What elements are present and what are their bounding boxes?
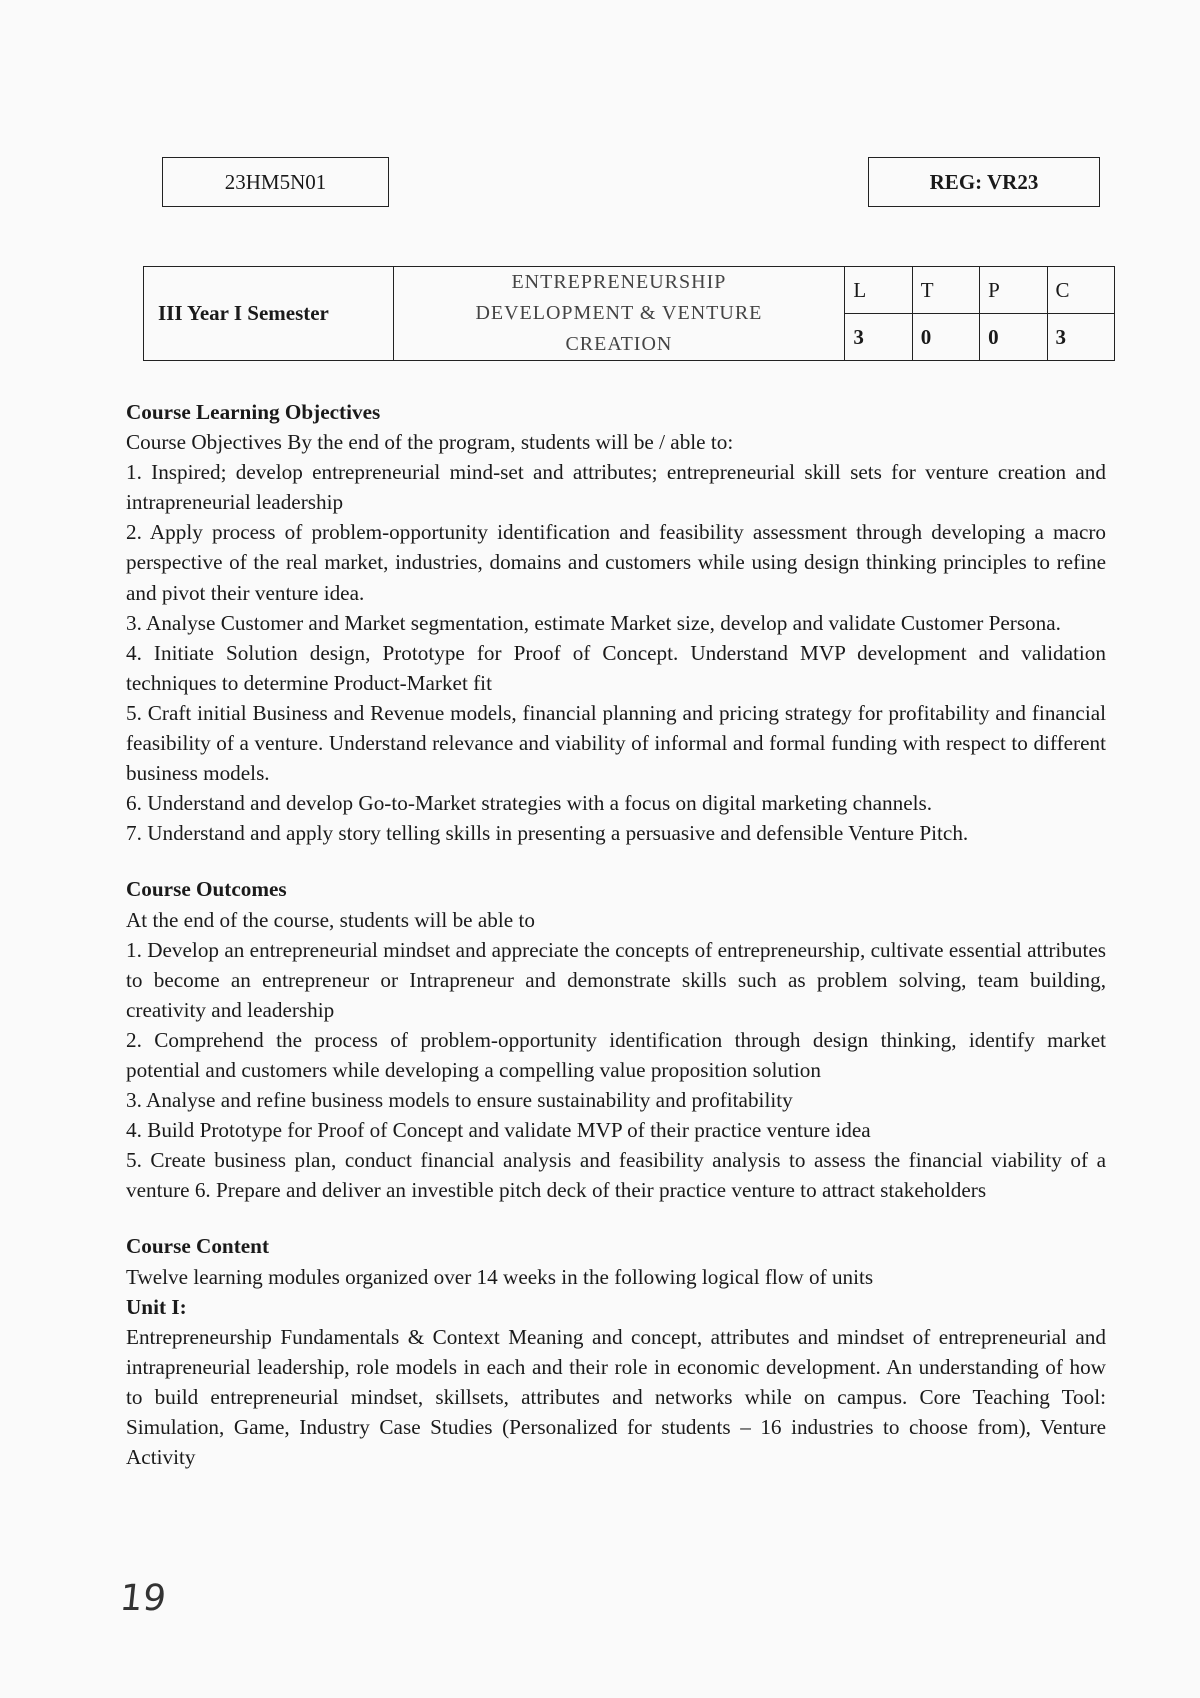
outcomes-intro: At the end of the course, students will be able to (126, 907, 535, 932)
outcomes-heading: Course Outcomes (126, 877, 287, 902)
course-title-line: ENTREPRENEURSHIP (511, 271, 727, 293)
course-title-cell (393, 267, 845, 361)
semester-cell: III Year I Semester (144, 267, 394, 361)
objective-item: 2. Apply process of problem-opportunity identification and feasibility assessment through developing a macro perspective of the real market, industries, domains and customers while using design thinking principles to refine and pivot their venture idea. (126, 520, 1106, 605)
objective-item: 3. Analyse Customer and Market segmentation, estimate Market size, develop and validate Customer Persona. (126, 610, 1061, 635)
content-intro: Twelve learning modules organized over 14 weeks in the following logical flow of units (126, 1264, 874, 1289)
course-title-line: DEVELOPMENT & VENTURE (475, 302, 763, 324)
ltpc-value-t: 0 (912, 314, 979, 361)
outcome-item: 4. Build Prototype for Proof of Concept and validate MVP of their practice venture idea (126, 1118, 871, 1143)
regulation: REG: VR23 (929, 169, 1039, 194)
ltpc-value-p: 0 (980, 314, 1047, 361)
outcome-item: 1. Develop an entrepreneurial mindset and appreciate the concepts of entrepreneurship, cultivate essential attributes to become an entrepreneur or Intrapreneur and demonstrate skills such as problem solving, team building, creativity and leadership (126, 937, 1106, 1022)
ltpc-value-c: 3 (1047, 314, 1114, 361)
course-code: 23HM5N01 (224, 169, 327, 194)
course-header-table (143, 266, 1115, 361)
objective-item: 4. Initiate Solution design, Prototype for Proof of Concept. Understand MVP development and validation techniques to determine Product-Market fit (126, 640, 1106, 695)
objective-item: 1. Inspired; develop entrepreneurial mind-set and attributes; entrepreneurial skill sets for venture creation and intrapreneurial leadership (126, 460, 1106, 515)
outcome-item: 5. Create business plan, conduct financial analysis and feasibility analysis to assess the financial viability of a venture 6. Prepare and deliver an investible pitch deck of their practice venture to attract stakeholders (126, 1148, 1106, 1203)
ltpc-header-l: L (845, 267, 912, 314)
content-heading: Course Content (126, 1234, 270, 1259)
course-title-line: CREATION (565, 333, 673, 355)
ltpc-header-t: T (912, 267, 979, 314)
course-code-box (162, 157, 389, 207)
objective-item: 5. Craft initial Business and Revenue models, financial planning and pricing strategy for profitability and financial feasibility of a venture. Understand relevance and viability of informal and formal funding with respect to different business models. (126, 700, 1106, 786)
unit-text: Entrepreneurship Fundamentals & Context Meaning and concept, attributes and mindset of entrepreneurial and intrapreneurial leadership, role models in each and their role in economic development. An understanding of how to build entrepreneurial mindset, skillsets, attributes and networks while on campus. Core Teaching Tool: Simulation, Game, Industry Case Studies (Personalized for students – 16 industries to choose from), Venture Activity (126, 1324, 1106, 1470)
objective-item: 7. Understand and apply story telling skills in presenting a persuasive and defensible Venture Pitch. (126, 821, 969, 846)
objective-item: 6. Understand and develop Go-to-Market strategies with a focus on digital marketing channels. (126, 791, 933, 816)
ltpc-header-p: P (980, 267, 1047, 314)
outcome-item: 2. Comprehend the process of problem-opportunity identification through design thinking, identify market potential and customers while developing a compelling value proposition solution (126, 1027, 1106, 1082)
objectives-heading: Course Learning Objectives (126, 400, 381, 424)
regulation-box (868, 157, 1100, 207)
handwritten-page-number: 19 (117, 1578, 168, 1619)
document-body (126, 397, 1106, 1472)
ltpc-value-l: 3 (845, 314, 912, 361)
outcome-item: 3. Analyse and refine business models to ensure sustainability and profitability (126, 1088, 793, 1113)
ltpc-header-c: C (1047, 267, 1114, 314)
objectives-intro: Course Objectives By the end of the program, students will be / able to: (126, 430, 734, 455)
unit-heading: Unit I: (126, 1294, 187, 1319)
